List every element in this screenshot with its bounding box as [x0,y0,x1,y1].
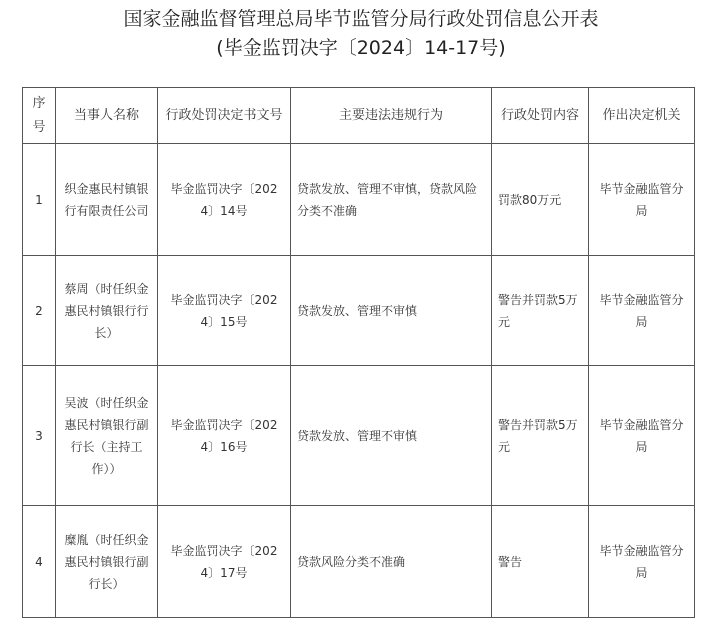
header-party: 当事人名称 [56,88,158,144]
cell-violation: 贷款发放、管理不审慎 [291,256,492,366]
cell-violation: 贷款发放、管理不审慎，贷款风险分类不准确 [291,144,492,256]
header-authority: 作出决定机关 [589,88,695,144]
table-header-row [23,88,695,144]
cell-party: 织金惠民村镇银行有限责任公司 [56,144,158,256]
table-row [23,366,695,506]
cell-authority: 毕节金融监管分局 [589,506,695,618]
cell-violation: 贷款风险分类不准确 [291,506,492,618]
cell-doc: 毕金监罚决字〔2024〕14号 [158,144,291,256]
cell-doc: 毕金监罚决字〔2024〕16号 [158,366,291,506]
cell-no: 1 [23,144,56,256]
cell-doc: 毕金监罚决字〔2024〕15号 [158,256,291,366]
cell-no: 2 [23,256,56,366]
header-no: 序号 [23,88,56,144]
cell-doc: 毕金监罚决字〔2024〕17号 [158,506,291,618]
cell-penalty: 警告并罚款5万元 [492,256,589,366]
cell-party: 吴波（时任织金惠民村镇银行副行长（主持工作）） [56,366,158,506]
cell-authority: 毕节金融监管分局 [589,144,695,256]
cell-party: 糜胤（时任织金惠民村镇银行副行长） [56,506,158,618]
cell-party: 蔡周（时任织金惠民村镇银行行长） [56,256,158,366]
header-doc: 行政处罚决定书文号 [158,88,291,144]
table-row [23,144,695,256]
cell-authority: 毕节金融监管分局 [589,256,695,366]
cell-authority: 毕节金融监管分局 [589,366,695,506]
page-subtitle: (毕金监罚决字〔2024〕14-17号) [216,37,506,59]
cell-penalty: 警告 [492,506,589,618]
cell-no: 4 [23,506,56,618]
cell-violation: 贷款发放、管理不审慎 [291,366,492,506]
header-violation: 主要违法违规行为 [291,88,492,144]
table-row [23,506,695,618]
header-penalty: 行政处罚内容 [492,88,589,144]
cell-penalty: 罚款80万元 [492,144,589,256]
penalty-table [22,87,695,618]
cell-penalty: 警告并罚款5万元 [492,366,589,506]
cell-no: 3 [23,366,56,506]
table-row [23,256,695,366]
page-title: 国家金融监督管理总局毕节监管分局行政处罚信息公开表 [123,8,599,30]
